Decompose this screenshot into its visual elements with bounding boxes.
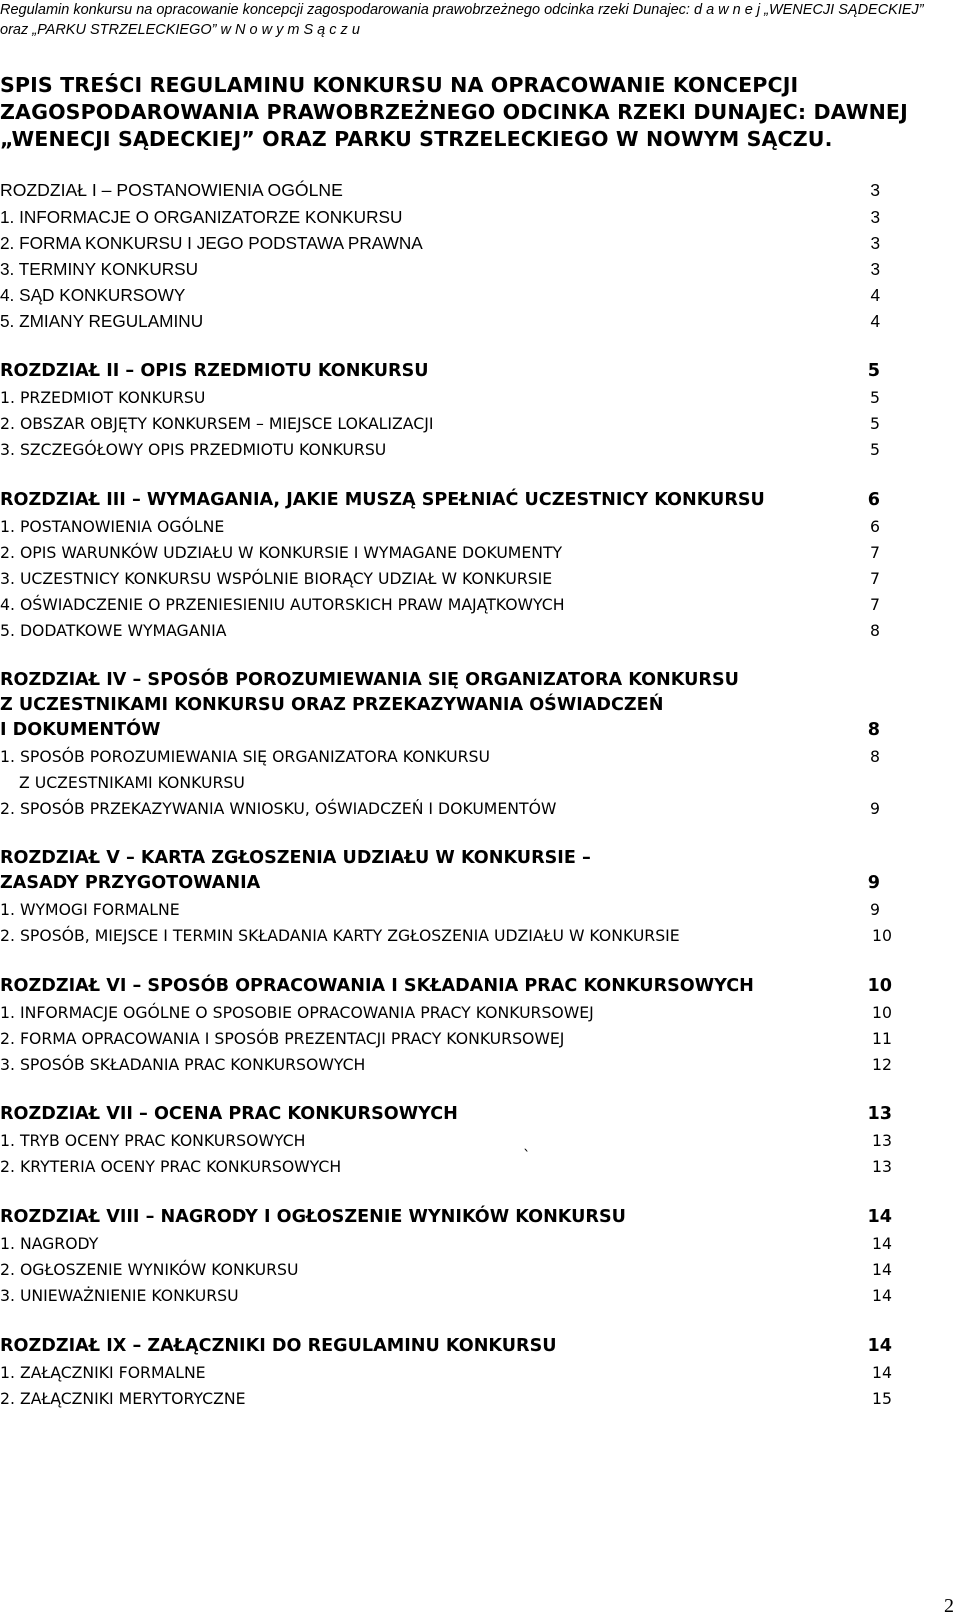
toc-item[interactable]: 3. TERMINY KONKURSU 3	[0, 259, 880, 279]
toc-item[interactable]: 1. POSTANOWIENIA OGÓLNE 6	[0, 517, 880, 536]
toc-chapter-9[interactable]: ROZDZIAŁ IX – ZAŁĄCZNIKI DO REGULAMINU KONKURSU 14	[0, 1336, 892, 1356]
toc-item[interactable]: 3. SZCZEGÓŁOWY OPIS PRZEDMIOTU KONKURSU 5	[0, 440, 880, 459]
toc-item[interactable]: 2. FORMA OPRACOWANIA I SPOSÓB PREZENTACJI PRACY KONKURSOWEJ 11	[0, 1029, 892, 1048]
toc-item[interactable]: 1. INFORMACJE OGÓLNE O SPOSOBIE OPRACOWANIA PRACY KONKURSOWEJ 10	[0, 1003, 892, 1022]
toc-item[interactable]: 1. WYMOGI FORMALNE 9	[0, 900, 880, 919]
toc-item[interactable]: 3. UCZESTNICY KONKURSU WSPÓLNIE BIORĄCY UDZIAŁ W KONKURSIE 7	[0, 569, 880, 588]
toc-item[interactable]: 1. PRZEDMIOT KONKURSU 5	[0, 388, 880, 407]
page-number: 2	[944, 1595, 954, 1617]
toc-item[interactable]: 2. OGŁOSZENIE WYNIKÓW KONKURSU 14	[0, 1260, 892, 1279]
toc-item[interactable]: 5. ZMIANY REGULAMINU 4	[0, 311, 880, 331]
title-line-1: SPIS TREŚCI REGULAMINU KONKURSU NA OPRACOWANIE KONCEPCJI	[0, 73, 799, 97]
toc-chapter-2[interactable]: ROZDZIAŁ II – OPIS RZEDMIOTU KONKURSU 5	[0, 361, 880, 381]
toc-chapter-6[interactable]: ROZDZIAŁ VI – SPOSÓB OPRACOWANIA I SKŁADANIA PRAC KONKURSOWYCH 10	[0, 976, 892, 996]
running-header-line-2: oraz „PARKU STRZELECKIEGO” w N o w y m S ą c z u	[0, 22, 360, 38]
toc-item[interactable]: 2. OBSZAR OBJĘTY KONKURSEM – MIEJSCE LOKALIZACJI 5	[0, 414, 880, 433]
toc-chapter-5[interactable]: ROZDZIAŁ V – KARTA ZGŁOSZENIA UDZIAŁU W KONKURSIE – ZASADY PRZYGOTOWANIA 9	[0, 848, 880, 893]
toc-item[interactable]: 1. TRYB OCENY PRAC KONKURSOWYCH 13	[0, 1131, 892, 1150]
toc-item[interactable]: 1. INFORMACJE O ORGANIZATORZE KONKURSU 3	[0, 207, 880, 227]
toc-item[interactable]: 1. NAGRODY 14	[0, 1234, 892, 1253]
toc-chapter-1[interactable]: ROZDZIAŁ I – POSTANOWIENIA OGÓLNE 3	[0, 180, 880, 200]
toc-item[interactable]: 2. FORMA KONKURSU I JEGO PODSTAWA PRAWNA 3	[0, 233, 880, 253]
toc-item[interactable]: 2. OPIS WARUNKÓW UDZIAŁU W KONKURSIE I WYMAGANE DOKUMENTY 7	[0, 543, 880, 562]
toc-item[interactable]: 4. OŚWIADCZENIE O PRZENIESIENIU AUTORSKICH PRAW MAJĄTKOWYCH 7	[0, 595, 880, 614]
stray-mark: `	[523, 1147, 531, 1165]
toc-item[interactable]: 5. DODATKOWE WYMAGANIA 8	[0, 621, 880, 640]
toc-chapter-8[interactable]: ROZDZIAŁ VIII – NAGRODY I OGŁOSZENIE WYNIKÓW KONKURSU 14	[0, 1207, 892, 1227]
toc-item[interactable]: 3. UNIEWAŻNIENIE KONKURSU 14	[0, 1286, 892, 1305]
document-title	[0, 72, 955, 153]
toc-item[interactable]: 1. ZAŁĄCZNIKI FORMALNE 14	[0, 1363, 892, 1382]
title-line-3: „WENECJI SĄDECKIEJ” ORAZ PARKU STRZELECKIEGO W NOWYM SĄCZU.	[0, 127, 833, 151]
toc-item[interactable]: 1. SPOSÓB POROZUMIEWANIA SIĘ ORGANIZATORA KONKURSU Z UCZESTNIKAMI KONKURSU 8	[0, 747, 880, 792]
toc-chapter-7[interactable]: ROZDZIAŁ VII – OCENA PRAC KONKURSOWYCH 13	[0, 1104, 892, 1124]
running-header	[0, 0, 955, 40]
toc-chapter-3[interactable]: ROZDZIAŁ III – WYMAGANIA, JAKIE MUSZĄ SPEŁNIAĆ UCZESTNICY KONKURSU 6	[0, 490, 880, 510]
toc-item[interactable]: 2. KRYTERIA OCENY PRAC KONKURSOWYCH 13	[0, 1157, 892, 1176]
toc-item[interactable]: 2. ZAŁĄCZNIKI MERYTORYCZNE 15	[0, 1389, 892, 1408]
toc-item[interactable]: 2. SPOSÓB PRZEKAZYWANIA WNIOSKU, OŚWIADCZEŃ I DOKUMENTÓW 9	[0, 799, 880, 818]
title-line-2: ZAGOSPODAROWANIA PRAWOBRZEŻNEGO ODCINKA RZEKI DUNAJEC: DAWNEJ	[0, 100, 908, 124]
toc-item[interactable]: 4. SĄD KONKURSOWY 4	[0, 285, 880, 305]
toc-item[interactable]: 3. SPOSÓB SKŁADANIA PRAC KONKURSOWYCH 12	[0, 1055, 892, 1074]
toc-item[interactable]: 2. SPOSÓB, MIEJSCE I TERMIN SKŁADANIA KARTY ZGŁOSZENIA UDZIAŁU W KONKURSIE 10	[0, 926, 892, 945]
running-header-line-1: Regulamin konkursu na opracowanie koncepcji zagospodarowania prawobrzeżnego odcinka rzeki Dunajec: d a w n e j „WENECJI SĄDECKIEJ”	[0, 2, 924, 18]
toc-chapter-4[interactable]: ROZDZIAŁ IV – SPOSÓB POROZUMIEWANIA SIĘ ORGANIZATORA KONKURSU Z UCZESTNIKAMI KONKURSU ORAZ PRZEKAZYWANIA OŚWIADCZEŃ I DOKUMENTÓW 8	[0, 670, 880, 740]
